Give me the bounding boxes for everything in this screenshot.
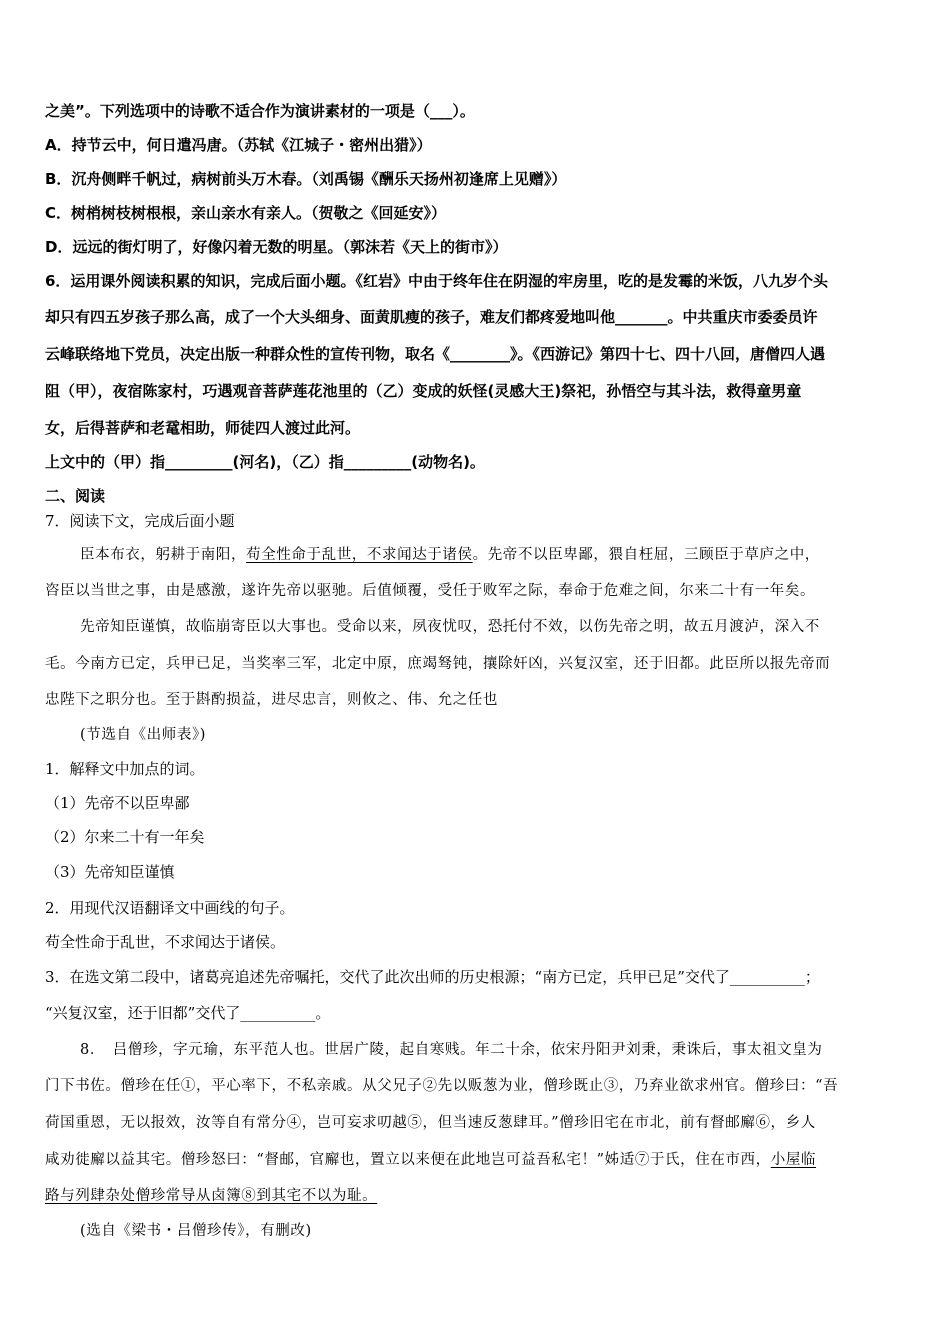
- q8-passage-line: 门下书佐。僧珍在任①，平心率下，不私亲戚。从父兄子②先以贩葱为业，僧珍既止③，乃弃业欲求州官。僧珍曰：“吾: [45, 1078, 839, 1094]
- q7-passage-line: 毛。今南方已定，兵甲已足，当奖率三军，北定中原，庶竭驽钝，攘除奸凶，兴复汉室，还于旧都。此臣所以报先帝而: [45, 656, 831, 672]
- q5-option-a: A．持节云中，何日遣冯唐。（苏轼《江城子・密州出猎》）: [45, 136, 432, 154]
- q6-line: 云峰联络地下党员，决定出版一种群众性的宣传刊物，取名《________》。《西游记》第四十七、四十八回，唐僧四人遇: [45, 345, 826, 363]
- q5-option-b: B．沉舟侧畔千帆过，病树前头万木春。（刘禹锡《酬乐天扬州初逢席上见赠》）: [45, 170, 567, 188]
- q5-option-c: C．树梢树枝树根根，亲山亲水有亲人。（贺敬之《回延安》）: [45, 204, 447, 222]
- q7-underlined-sentence: 苟全性命于乱世，不求闻达于诸侯: [246, 547, 473, 563]
- q7-source: (节选自《出师表》): [80, 727, 207, 743]
- q8-text: 咸劝徙廨以益其宅。僧珍怒曰：“督邮，官廨也，置立以来便在此地岂可益吾私宅！”姊适⑦于氏，住在市西，: [45, 1152, 771, 1168]
- q6-line: 却只有四五岁孩子那么高，成了一个大头细身、面黄肌瘦的孩子，难友们都疼爱地叫他_______。中共重庆市委委员许: [45, 308, 818, 326]
- q8-underlined-sentence: 路与列肆杂处僧珍常导从卤簿⑧到其宅不以为耻。: [45, 1188, 378, 1204]
- q7-passage-line: 咨臣以当世之事，由是感激，遂许先帝以驱驰。后值倾覆，受任于败军之际，奉命于危难之间，尔来二十有一年矣。: [45, 583, 816, 599]
- q7-passage-line: [80, 545, 820, 565]
- q7-text: 。先帝不以臣卑鄙，猥自枉屈，三顾臣于草庐之中，: [472, 547, 820, 563]
- q6-line: 上文中的（甲）指_________(河名)，（乙）指_________(动物名)。: [45, 453, 485, 471]
- q7-text: 臣本布衣，躬耕于南阳，: [80, 547, 247, 563]
- section-heading: 二、阅读: [45, 487, 106, 505]
- q8-underlined-sentence: 小屋临: [770, 1152, 817, 1168]
- q7-sub1: 1．解释文中加点的词。: [45, 760, 205, 778]
- q7-passage-line: 先帝知臣谨慎，故临崩寄臣以大事也。受命以来，夙夜忧叹，恐托付不效，以伤先帝之明，故五月渡泸，深入不: [80, 619, 820, 635]
- q6-line: 6．运用课外阅读积累的知识，完成后面小题。《红岩》中由于终年住在阴湿的牢房里，吃的是发霉的米饭，八九岁个头: [45, 272, 828, 290]
- q7-sub1-item: （1）先帝不以臣卑鄙: [45, 794, 190, 812]
- q7-sub2-sentence: 苟全性命于乱世，不求闻达于诸侯。: [45, 933, 286, 951]
- q7-sub1-item: （2）尔来二十有一年矣: [45, 828, 205, 846]
- q7-sub3: “兴复汉室，还于旧都”交代了__________。: [45, 1004, 331, 1022]
- q7-passage-line: 忠陛下之职分也。至于斟酌损益，进尽忠言，则攸之、伟、允之任也: [45, 692, 498, 708]
- q7-sub3: 3．在选文第二段中，诸葛亮追述先帝嘱托，交代了此次出师的历史根源；“南方已定，兵甲已足”交代了__________；: [45, 968, 820, 986]
- q6-line: 女，后得菩萨和老鼋相助，师徒四人渡过此河。: [45, 419, 361, 437]
- q6-line: 阻（甲），夜宿陈家村，巧遇观音菩萨莲花池里的（乙）变成的妖怪(灵感大王)祭祀，孙悟空与其斗法，救得童男童: [45, 382, 802, 400]
- q7-sub1-item: （3）先帝知臣谨慎: [45, 863, 175, 881]
- q8-passage-line: 8． 吕僧珍，字元瑜，东平范人也。世居广陵，起自寒贱。年二十余，依宋丹阳尹刘秉，秉诛后，事太祖文皇为: [80, 1042, 823, 1058]
- q5-stem-tail: 之美”。下列选项中的诗歌不适合作为演讲素材的一项是（___）。: [45, 102, 475, 120]
- q8-passage-line: [45, 1186, 377, 1206]
- q8-passage-line: 荷国重恩，无以报效，汝等自有常分④，岂可妄求叨越⑤，但当速反葱肆耳。”僧珍旧宅在市北，前有督邮廨⑥，乡人: [45, 1115, 816, 1131]
- q7-sub2: 2．用现代汉语翻译文中画线的句子。: [45, 899, 295, 917]
- q8-passage-line: [45, 1150, 816, 1170]
- q5-option-d: D．远远的街灯明了，好像闪着无数的明星。（郭沫若《天上的街市》）: [45, 238, 508, 256]
- q7-intro: 7．阅读下文，完成后面小题: [45, 512, 235, 530]
- q8-source: (选自《梁书・吕僧珍传》，有删改): [80, 1223, 312, 1239]
